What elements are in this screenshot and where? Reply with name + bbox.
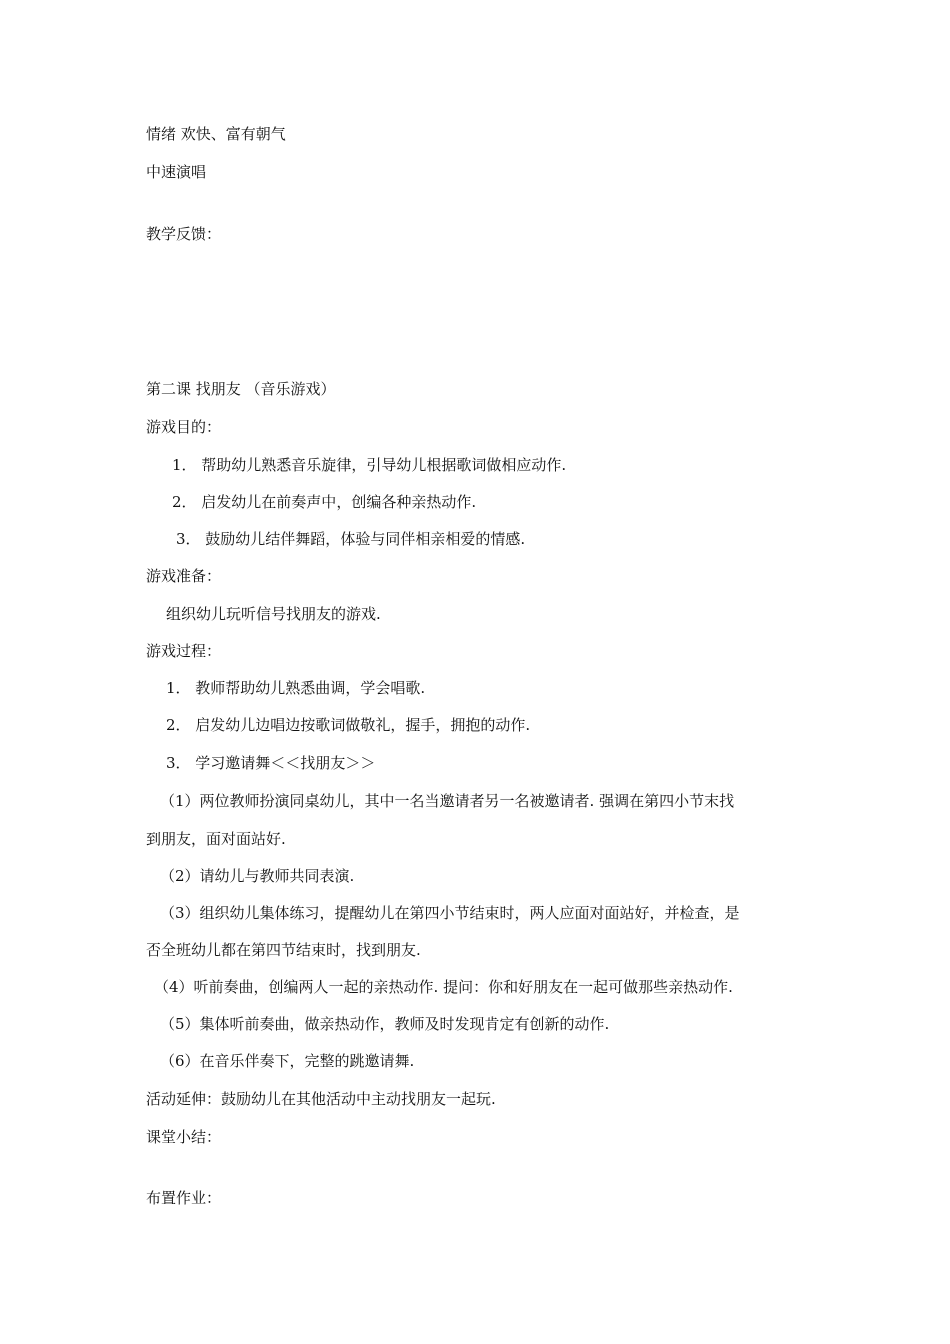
homework-heading: 布置作业： bbox=[146, 1189, 222, 1207]
step-item: （4）听前奏曲，创编两人一起的亲热动作. 提问：你和好朋友在一起可做那些亲热动作. bbox=[154, 978, 733, 996]
step-item: （2）请幼儿与教师共同表演. bbox=[160, 867, 355, 885]
process-heading: 游戏过程： bbox=[146, 642, 222, 660]
goal-item: 1． 帮助幼儿熟悉音乐旋律，引导幼儿根据歌词做相应动作. bbox=[172, 456, 567, 474]
extension-line: 活动延伸：鼓励幼儿在其他活动中主动找朋友一起玩. bbox=[146, 1090, 496, 1108]
process-item: 2． 启发幼儿边唱边按歌词做敬礼，握手，拥抱的动作. bbox=[166, 716, 531, 734]
lesson-title: 第二课 找朋友 （音乐游戏） bbox=[146, 380, 336, 398]
goal-item: 3． 鼓励幼儿结伴舞蹈，体验与同伴相亲相爱的情感. bbox=[176, 530, 526, 548]
mood-line: 情绪 欢快、富有朝气 bbox=[146, 125, 286, 143]
step-item: （1）两位教师扮演同桌幼儿，其中一名当邀请者另一名被邀请者. 强调在第四小节末找 bbox=[160, 792, 735, 810]
feedback-heading: 教学反馈： bbox=[146, 225, 222, 243]
prep-item: 组织幼儿玩听信号找朋友的游戏. bbox=[166, 605, 381, 623]
step-item: （3）组织幼儿集体练习，提醒幼儿在第四小节结束时，两人应面对面站好，并检查，是 bbox=[160, 904, 740, 922]
step-item-continued: 否全班幼儿都在第四节结束时，找到朋友. bbox=[146, 941, 421, 959]
summary-heading: 课堂小结： bbox=[146, 1128, 222, 1146]
prep-heading: 游戏准备： bbox=[146, 567, 222, 585]
process-item: 1． 教师帮助幼儿熟悉曲调，学会唱歌. bbox=[166, 679, 426, 697]
goal-heading: 游戏目的： bbox=[146, 418, 222, 436]
step-item-continued: 到朋友，面对面站好. bbox=[146, 830, 286, 848]
step-item: （6）在音乐伴奏下，完整的跳邀请舞. bbox=[160, 1052, 415, 1070]
tempo-line: 中速演唱 bbox=[146, 163, 207, 181]
process-item: 3． 学习邀请舞＜＜找朋友＞＞ bbox=[166, 754, 376, 772]
step-item: （5）集体听前奏曲，做亲热动作，教师及时发现肯定有创新的动作. bbox=[160, 1015, 610, 1033]
goal-item: 2． 启发幼儿在前奏声中，创编各种亲热动作. bbox=[172, 493, 477, 511]
